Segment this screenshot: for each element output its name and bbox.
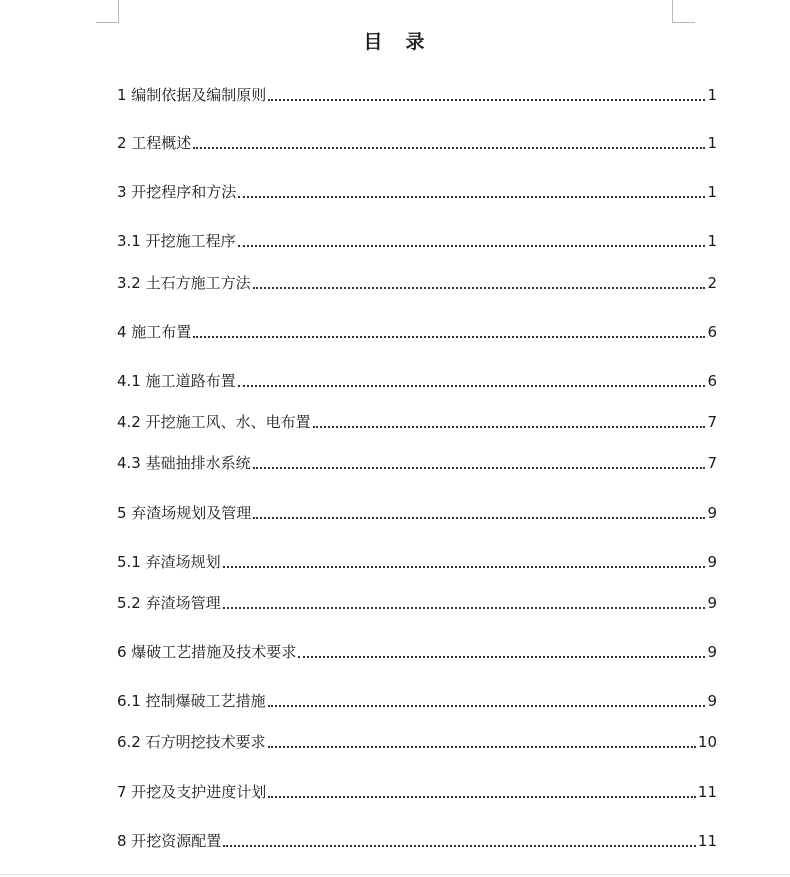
dot-leader	[253, 451, 706, 469]
dot-leader	[268, 780, 696, 798]
toc-entry-label: 4.3 基础抽排水系统	[117, 454, 251, 472]
toc-entry-label: 4.1 施工道路布置	[117, 372, 236, 390]
toc-entry[interactable]	[117, 273, 717, 293]
dot-leader	[193, 131, 705, 149]
toc-entry-label: 3 开挖程序和方法	[117, 183, 237, 201]
toc-entry-label: 4.2 开挖施工风、水、电布置	[117, 413, 311, 431]
dot-leader	[298, 640, 705, 658]
toc-entry-label: 8 开挖资源配置	[117, 832, 222, 850]
toc-entry-page: 2	[707, 274, 717, 292]
toc-entry-label: 1 编制依据及编制原则	[117, 86, 267, 104]
toc-entry-label: 3.1 开挖施工程序	[117, 232, 236, 250]
dot-leader	[238, 369, 706, 387]
toc-entry-label: 6 爆破工艺措施及技术要求	[117, 643, 297, 661]
toc-entry-label: 5.2 弃渣场管理	[117, 594, 221, 612]
toc-entry[interactable]	[117, 453, 717, 473]
dot-leader	[238, 180, 705, 198]
toc-entry-page: 6	[707, 372, 717, 390]
toc-entry-page: 9	[707, 504, 717, 522]
toc-entry[interactable]	[117, 133, 717, 153]
dot-leader	[223, 829, 696, 847]
toc-entry-label: 2 工程概述	[117, 134, 192, 152]
toc-entry-page: 1	[707, 86, 717, 104]
toc-entry-label: 6.2 石方明挖技术要求	[117, 733, 266, 751]
toc-entry-label: 7 开挖及支护进度计划	[117, 783, 267, 801]
dot-leader	[238, 229, 706, 247]
toc-entry-page: 7	[707, 413, 717, 431]
dot-leader	[253, 501, 705, 519]
toc-entry-page: 6	[707, 323, 717, 341]
toc-entry-label: 5.1 弃渣场规划	[117, 553, 221, 571]
toc-entry-page: 11	[697, 783, 717, 801]
toc-entry-page: 7	[707, 454, 717, 472]
toc-entry-label: 3.2 土石方施工方法	[117, 274, 251, 292]
dot-leader	[268, 83, 705, 101]
toc-entry[interactable]	[117, 593, 717, 613]
toc-entry[interactable]	[117, 322, 717, 342]
toc-entry-page: 11	[697, 832, 717, 850]
page-corner-mark-top-right	[672, 0, 695, 23]
toc-entry[interactable]	[117, 182, 717, 202]
toc-entry[interactable]	[117, 412, 717, 432]
toc-entry[interactable]	[117, 642, 717, 662]
toc-entry-label: 6.1 控制爆破工艺措施	[117, 692, 266, 710]
toc-entry-page: 10	[697, 733, 717, 751]
toc-entry-page: 9	[707, 553, 717, 571]
page-bottom-edge	[0, 874, 790, 875]
dot-leader	[193, 320, 705, 338]
toc-entry[interactable]	[117, 782, 717, 802]
toc-entry-page: 9	[707, 692, 717, 710]
toc-entry[interactable]	[117, 371, 717, 391]
toc-entry-page: 1	[707, 183, 717, 201]
toc-entry[interactable]	[117, 732, 717, 752]
toc-entry-page: 1	[707, 134, 717, 152]
toc-entry[interactable]	[117, 552, 717, 572]
toc-entry[interactable]	[117, 691, 717, 711]
toc-entry-page: 9	[707, 643, 717, 661]
toc-entry-page: 9	[707, 594, 717, 612]
toc-entry[interactable]	[117, 231, 717, 251]
toc-entry[interactable]	[117, 831, 717, 851]
toc-entry[interactable]	[117, 85, 717, 105]
toc-entry-label: 5 弃渣场规划及管理	[117, 504, 252, 522]
toc-entry-page: 1	[707, 232, 717, 250]
toc-title: 目 录	[363, 31, 427, 53]
dot-leader	[313, 410, 706, 428]
toc-entry[interactable]	[117, 503, 717, 523]
dot-leader	[268, 730, 696, 748]
page-corner-mark-top-left	[96, 0, 119, 23]
toc-entry-label: 4 施工布置	[117, 323, 192, 341]
dot-leader	[223, 591, 706, 609]
dot-leader	[253, 271, 706, 289]
dot-leader	[268, 689, 706, 707]
dot-leader	[223, 550, 706, 568]
